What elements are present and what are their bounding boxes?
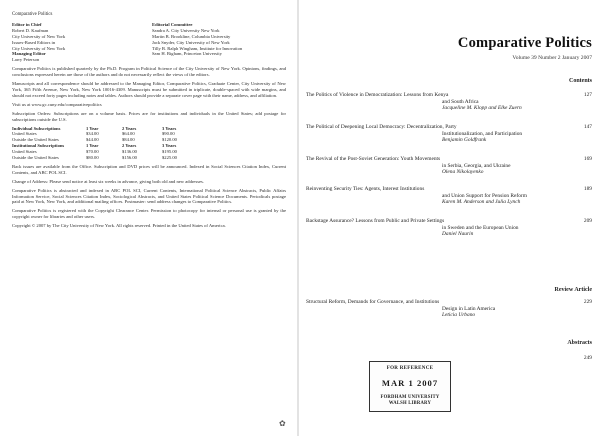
board-line: Tilly B. Ralph Wingham, Institute for Innovation <box>152 45 243 51</box>
table-cell: United States <box>12 131 37 137</box>
indexing-note: Comparative Politics is abstracted and indexed in ABC POL SCI, Current Contents, International Political Science Abstracts, Public Affairs Information Service, Social Sciences Citation Index, Sociological Abstracts, and United States Political Science Documents. Periodicals postage paid at New York, New York, and additional mailing offices. Postmaster: send address changes to Comparative Politics. <box>12 187 286 205</box>
issue-line: Volume 39 Number 2 January 2007 <box>512 55 592 61</box>
board-line: Sam H. Bigham, Princeton University <box>152 51 222 57</box>
editor-line: Issues-Based Editors in <box>12 39 56 45</box>
stamp-university: FORDHAM UNIVERSITY <box>380 395 440 400</box>
table-cell: 3 Years <box>162 143 177 149</box>
article-title-line: and Union Support for Pension Reform <box>442 192 527 199</box>
table-cell: Outside the United States <box>12 137 59 143</box>
article-title-line: Structural Reform, Demands for Governance, and Institutions <box>306 299 440 305</box>
article-title-line: The Politics of Violence in Democratization: Lessons from Kenya <box>306 92 449 98</box>
article-title-line: The Revival of the Post-Soviet Generation: Youth Movements <box>306 156 441 162</box>
review-article-heading: Review Article <box>554 287 592 293</box>
website-note: Visit us at www.gc.cuny.edu/comparativepolitics <box>12 101 102 107</box>
publisher-logo-icon: ✿ <box>279 419 286 428</box>
table-cell: $120.00 <box>162 137 177 143</box>
table-cell: $90.00 <box>162 131 175 137</box>
subscription-table <box>12 126 286 161</box>
table-cell: $156.00 <box>122 155 137 161</box>
table-row <box>12 155 286 161</box>
article-title-line: Design in Latin America <box>442 305 496 312</box>
article-title-line: in Serbia, Georgia, and Ukraine <box>442 162 511 169</box>
address-change-note: Change of Address: Please send notice at least six weeks in advance, giving both old and new addresses. <box>12 178 204 184</box>
table-cell: $34.00 <box>86 131 99 137</box>
abstracts-page: 249 <box>583 355 592 361</box>
table-header-cell: 2 Years <box>122 125 137 131</box>
article-page: 209 <box>583 218 592 224</box>
editor-label: Editor in Chief <box>12 21 42 27</box>
table-cell: 1 Year <box>86 143 99 149</box>
article-title-line: in Sweden and the European Union <box>442 224 519 231</box>
masthead-heading: Comparative Politics <box>12 12 53 17</box>
article-page: 127 <box>583 92 592 98</box>
board-line: Sandra A. City University New York <box>152 27 220 33</box>
copyright-line: Copyright © 2007 by The City University of New York. All rights reserved. Printed in the United States of America. <box>12 223 226 229</box>
article-title <box>306 156 554 176</box>
managing-editor-label: Managing Editor <box>12 51 46 57</box>
article-authors: Benjamin Goldfrank <box>442 137 487 144</box>
article-page: 147 <box>583 124 592 130</box>
article-authors: Olena Nikolayenko <box>442 169 484 176</box>
article-title <box>306 299 554 319</box>
editors-column <box>12 22 146 63</box>
table-cell: United States <box>12 149 37 155</box>
article-page: 169 <box>583 156 592 162</box>
editor-line: City University of New York <box>12 45 66 51</box>
table-cell: $80.00 <box>86 155 99 161</box>
stamp-library <box>370 395 450 406</box>
back-issues-note: Back issues are available from the Office. Subscription and DVD prices will be announced. Indexed in Social Sciences Citation Index, Current Contents, and ABC POL SCI. <box>12 163 286 175</box>
table-cell: $44.00 <box>86 137 99 143</box>
table-cell: $70.00 <box>86 149 99 155</box>
stamp-library-name: WALSH LIBRARY <box>388 400 432 406</box>
journal-title: Comparative Politics <box>457 35 592 51</box>
abstracts-heading: Abstracts <box>567 340 592 346</box>
editor-line: City University of New York <box>12 33 66 39</box>
article-title-line: Backstage Assurance? Lessons from Public and Private Settings <box>306 218 445 224</box>
managing-editor-name: Larry Peterson <box>12 57 40 63</box>
manuscript-instructions: Manuscripts and all correspondence should be addressed to the Managing Editor, Comparative Politics, Graduate Center, City University of New York, 365 Fifth Avenue, New York, New York 10016-4309. Manuscripts must be submitted in triplicate, double-spaced with wide margins, and should not exceed forty pages including notes and tables. Authors should provide a separate cover page with their name, address, and affiliation. <box>12 81 286 98</box>
stamp-reference-label: FOR REFERENCE <box>386 366 434 371</box>
article-title <box>306 92 554 112</box>
stamp-date: MAR 1 2007 <box>381 378 439 388</box>
table-header-cell: 3 Years <box>162 125 177 131</box>
article-title-line: Institutionalization, and Participation <box>442 130 523 137</box>
table-cell: $225.00 <box>162 155 177 161</box>
article-title-line: The Political of Deepening Local Democracy: Decentralization, Party <box>306 124 457 130</box>
board-line: Jack Snyder, City University of New York <box>152 39 230 45</box>
page-gutter <box>297 0 299 436</box>
article-title-line: Reinventing Security Ties: Agents, Interest Institutions <box>306 186 425 192</box>
article-authors: Jacqueline M. Klopp and Elke Zuern <box>442 105 522 112</box>
board-line: Martin B. Brookline, Columbia University <box>152 33 231 39</box>
table-cell: $136.00 <box>122 149 137 155</box>
article-title <box>306 124 554 144</box>
editor-line: Robert D. Kaufman <box>12 27 49 33</box>
subscription-intro: Subscription Orders: Subscriptions are on a volume basis. Prices are for institutions and individuals in the United States; add postage for subscriptions outside the U.S. <box>12 110 286 122</box>
copyright-clearance-note: Comparative Politics is registered with the Copyright Clearance Center. Permission to photocopy for internal or personal use is granted by the copyright owner for libraries and other users. <box>12 208 286 220</box>
article-title <box>306 218 554 238</box>
article-page: 229 <box>583 299 592 305</box>
board-column <box>152 22 286 63</box>
table-cell: Outside the United States <box>12 155 59 161</box>
table-cell: $195.00 <box>162 149 177 155</box>
table-cell: $64.00 <box>122 131 135 137</box>
table-cell: 2 Years <box>122 143 137 149</box>
masthead-page <box>12 12 286 229</box>
board-label: Editorial Committee <box>152 21 193 27</box>
article-authors: Karen M. Anderson and Julia Lynch <box>442 199 521 206</box>
contents-heading: Contents <box>568 78 592 84</box>
library-date-stamp <box>369 361 451 412</box>
table-header-cell: Individual Subscriptions <box>12 125 61 131</box>
article-title <box>306 186 554 206</box>
table-cell: Institutional Subscriptions <box>12 143 65 149</box>
table-header-cell: 1 Year <box>86 125 99 131</box>
table-cell: $84.00 <box>122 137 135 143</box>
publication-note: Comparative Politics is published quarterly by the Ph.D. Program in Political Science of the City University of New York. Opinions, findings, and conclusions expressed herein are those of the authors and do not necessarily reflect the views of the editors. <box>12 66 286 78</box>
article-page: 189 <box>583 186 592 192</box>
masthead-columns <box>12 22 286 63</box>
article-authors: Daniel Naurin <box>442 231 474 238</box>
article-title-line: and South Africa <box>442 98 479 105</box>
article-authors: Leticia Urbano <box>442 312 476 319</box>
